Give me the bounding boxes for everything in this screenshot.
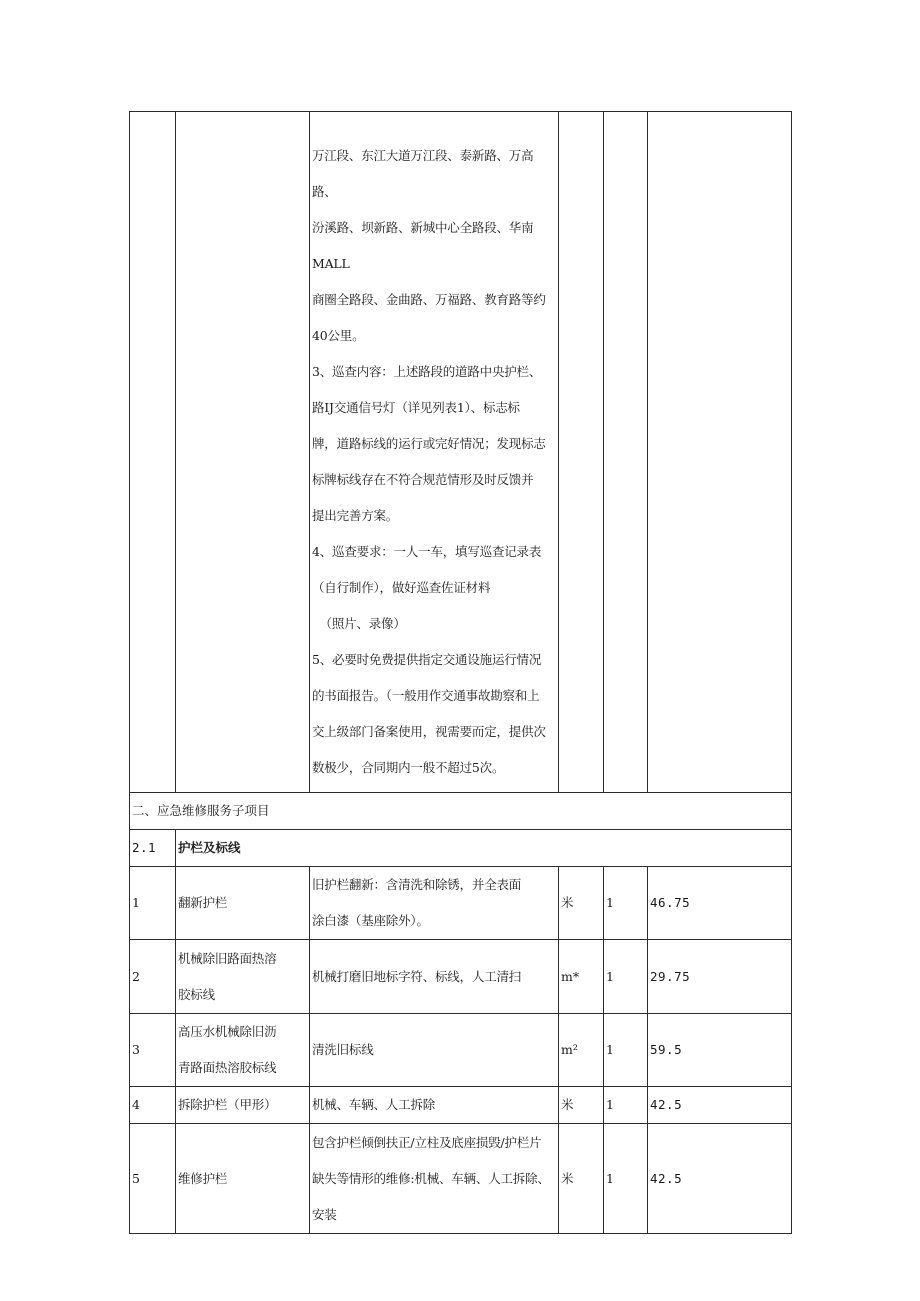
- item-number: 5: [130, 1124, 176, 1234]
- table-row: [130, 1124, 792, 1234]
- continuation-line: （照片、录像）: [312, 616, 406, 631]
- continuation-line: 万江段、东江大道万江段、泰新路、万高路、: [312, 148, 534, 199]
- item-name: 高压水机械除旧沥 青路面热溶胶标线: [176, 1014, 310, 1087]
- continuation-line: 40公里。: [312, 328, 365, 343]
- item-name: 翻新护栏: [176, 867, 310, 940]
- continuation-line: 数极少，合同期内一般不超过5次。: [312, 760, 505, 775]
- item-unit: 米: [559, 867, 604, 940]
- item-quantity: 1: [604, 940, 648, 1014]
- cell-empty-price: [648, 112, 792, 793]
- continuation-line: 汾溪路、坝新路、新城中心全路段、华南MALL: [312, 220, 534, 271]
- item-price: 42.5: [648, 1087, 792, 1124]
- continuation-line: （自行制作），做好巡查佐证材料: [312, 580, 491, 595]
- item-description: 清洗旧标线: [310, 1014, 559, 1087]
- section-title: 二、应急维修服务子项目: [130, 793, 792, 830]
- item-price: 59.5: [648, 1014, 792, 1087]
- item-number: 2: [130, 940, 176, 1014]
- table-row: [130, 1087, 792, 1124]
- item-quantity: 1: [604, 867, 648, 940]
- continuation-line: 4、巡查要求：一人一车，填写巡查记录表: [312, 544, 542, 559]
- item-name: 机械除旧路面热溶 胶标线: [176, 940, 310, 1014]
- service-price-table: [129, 111, 792, 1234]
- section-heading-row: [130, 793, 792, 830]
- continuation-line: 的书面报告。（一般用作交通事故勘察和上: [312, 688, 540, 703]
- continuation-row: [130, 112, 792, 793]
- cell-empty-no: [130, 112, 176, 793]
- continuation-line: 商圈全路段、金曲路、万福路、教育路等约: [312, 292, 546, 307]
- subsection-number: 2.1: [130, 830, 176, 867]
- continuation-line: 交上级部门备案使用，视需要而定，提供次: [312, 724, 546, 739]
- subsection-heading-row: [130, 830, 792, 867]
- item-number: 3: [130, 1014, 176, 1087]
- cell-empty-name: [176, 112, 310, 793]
- cell-empty-unit: [559, 112, 604, 793]
- continuation-line: 路IJ交通信号灯（详见列表1）、标志标: [312, 400, 520, 415]
- subsection-title: 护栏及标线: [176, 830, 792, 867]
- item-price: 29.75: [648, 940, 792, 1014]
- table-row: [130, 940, 792, 1014]
- continuation-line: 标牌标线存在不符合规范情形及时反馈并: [312, 472, 534, 487]
- item-quantity: 1: [604, 1124, 648, 1234]
- item-unit: 米: [559, 1124, 604, 1234]
- item-quantity: 1: [604, 1014, 648, 1087]
- continuation-line: 3、巡查内容：上述路段的道路中央护栏、: [312, 364, 542, 379]
- item-unit: m*: [559, 940, 604, 1014]
- item-description: 旧护栏翻新：含清洗和除锈，并全表面 涂白漆（基座除外）。: [310, 867, 559, 940]
- item-name: 拆除护栏（甲形）: [176, 1087, 310, 1124]
- continuation-line: 提出完善方案。: [312, 508, 399, 523]
- continuation-desc-cell: [310, 112, 559, 793]
- item-unit: m²: [559, 1014, 604, 1087]
- item-name: 维修护栏: [176, 1124, 310, 1234]
- continuation-line: 牌，道路标线的运行或完好情况；发现标志: [312, 436, 546, 451]
- table-row: [130, 867, 792, 940]
- item-price: 42.5: [648, 1124, 792, 1234]
- item-price: 46.75: [648, 867, 792, 940]
- cell-empty-qty: [604, 112, 648, 793]
- item-quantity: 1: [604, 1087, 648, 1124]
- table-row: [130, 1014, 792, 1087]
- item-number: 1: [130, 867, 176, 940]
- continuation-line: 5、必要时免费提供指定交通设施运行情况: [312, 652, 542, 667]
- item-number: 4: [130, 1087, 176, 1124]
- item-description: 包含护栏倾倒扶正/立柱及底座损毁/护栏片 缺失等情形的维修:机械、车辆、人工拆除、 安装: [310, 1124, 559, 1234]
- item-unit: 米: [559, 1087, 604, 1124]
- item-description: 机械打磨旧地标字符、标线，人工清扫: [310, 940, 559, 1014]
- item-description: 机械、车辆、人工拆除: [310, 1087, 559, 1124]
